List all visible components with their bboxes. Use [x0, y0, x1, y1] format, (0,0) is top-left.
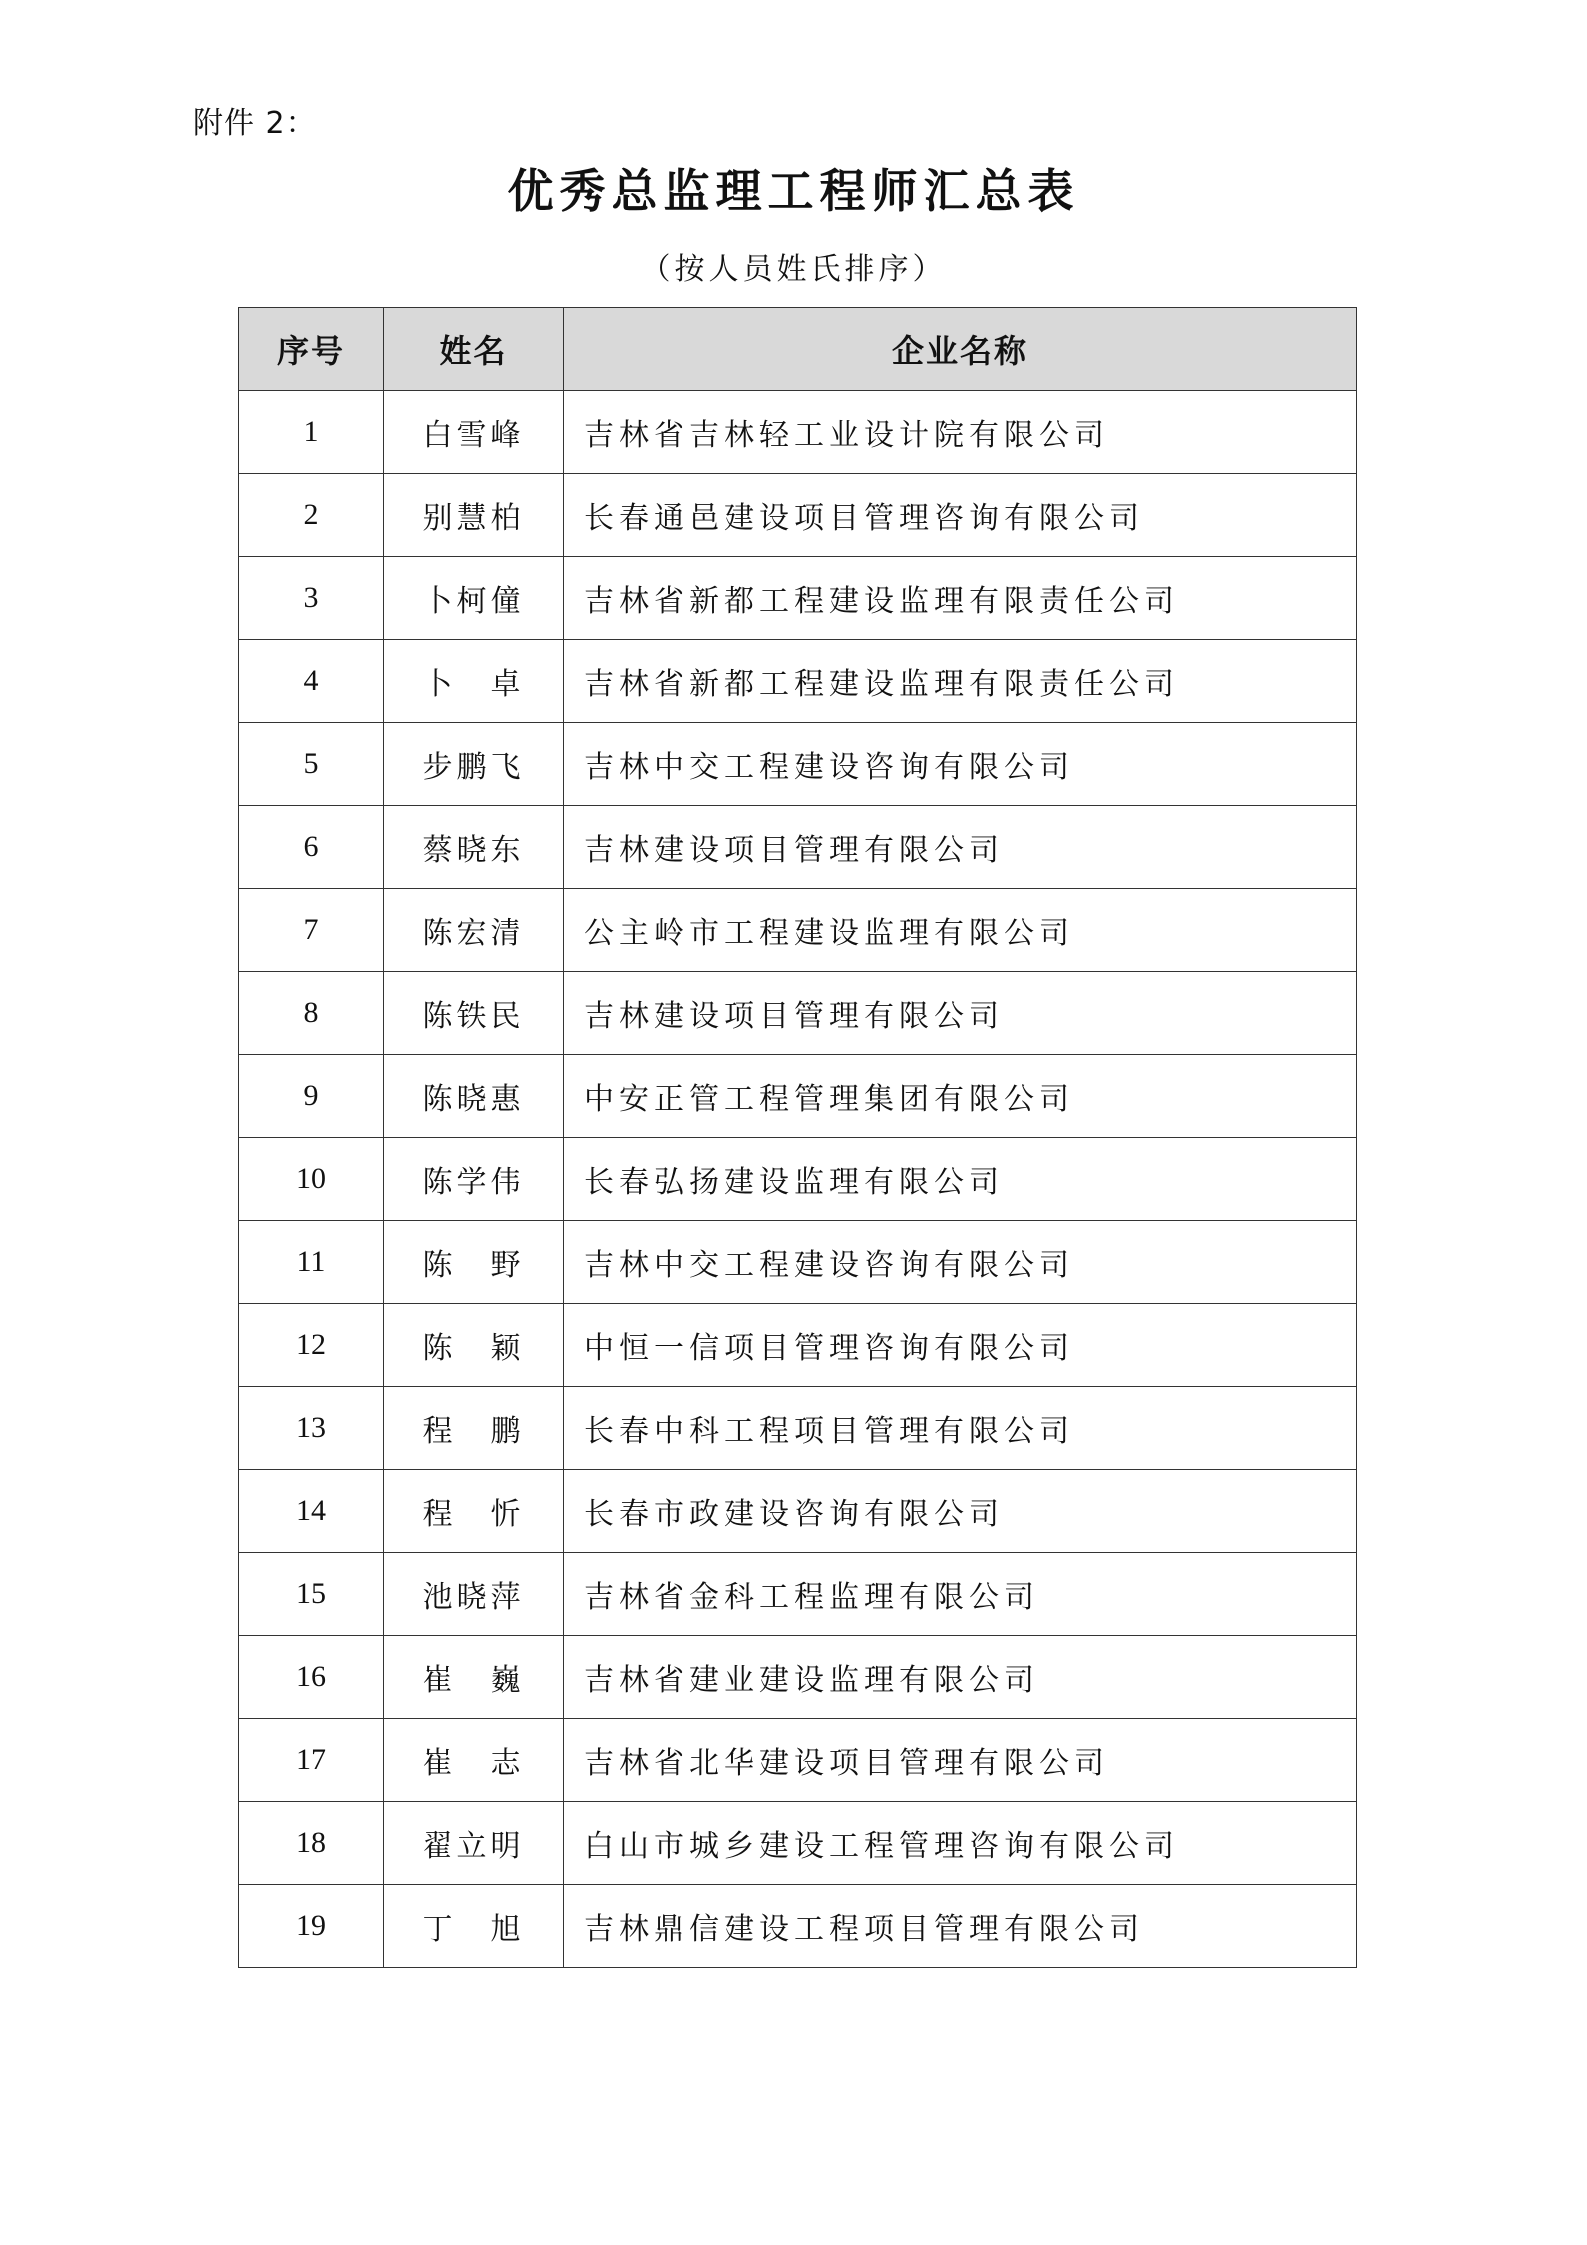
person-name: 陈 颖	[384, 1304, 564, 1387]
person-name: 蔡晓东	[384, 806, 564, 889]
person-name: 陈晓惠	[384, 1055, 564, 1138]
company-name: 吉林中交工程建设咨询有限公司	[564, 723, 1357, 806]
row-index: 13	[239, 1387, 384, 1470]
company-name: 吉林省吉林轻工业设计院有限公司	[564, 391, 1357, 474]
company-name: 中恒一信项目管理咨询有限公司	[564, 1304, 1357, 1387]
person-name: 翟立明	[384, 1802, 564, 1885]
company-name: 长春通邑建设项目管理咨询有限公司	[564, 474, 1357, 557]
row-index: 18	[239, 1802, 384, 1885]
person-name: 卜柯僮	[384, 557, 564, 640]
person-name: 程 鹏	[384, 1387, 564, 1470]
row-index: 19	[239, 1885, 384, 1968]
row-index: 14	[239, 1470, 384, 1553]
header-row	[239, 308, 1357, 391]
company-name: 吉林省新都工程建设监理有限责任公司	[564, 640, 1357, 723]
person-name: 崔 巍	[384, 1636, 564, 1719]
table-header	[239, 308, 1357, 391]
company-name: 吉林建设项目管理有限公司	[564, 972, 1357, 1055]
row-index: 16	[239, 1636, 384, 1719]
row-index: 3	[239, 557, 384, 640]
person-name: 卜 卓	[384, 640, 564, 723]
table-row	[239, 806, 1357, 889]
company-name: 吉林省金科工程监理有限公司	[564, 1553, 1357, 1636]
table-row	[239, 1304, 1357, 1387]
table-body	[239, 391, 1357, 1968]
table-row	[239, 1719, 1357, 1802]
table-row	[239, 1636, 1357, 1719]
table-row	[239, 474, 1357, 557]
table-row	[239, 1221, 1357, 1304]
table-row	[239, 889, 1357, 972]
table-row	[239, 1470, 1357, 1553]
document-title: 优秀总监理工程师汇总表	[507, 164, 1080, 218]
row-index: 10	[239, 1138, 384, 1221]
table-row	[239, 1885, 1357, 1968]
document-subtitle: （按人员姓氏排序）	[640, 252, 947, 287]
table-row	[239, 1802, 1357, 1885]
row-index: 17	[239, 1719, 384, 1802]
company-name: 白山市城乡建设工程管理咨询有限公司	[564, 1802, 1357, 1885]
person-name: 崔 志	[384, 1719, 564, 1802]
person-name: 陈学伟	[384, 1138, 564, 1221]
company-name: 吉林建设项目管理有限公司	[564, 806, 1357, 889]
column-header-index: 序号	[239, 308, 384, 391]
summary-table	[238, 307, 1357, 1968]
row-index: 2	[239, 474, 384, 557]
company-name: 吉林中交工程建设咨询有限公司	[564, 1221, 1357, 1304]
company-name: 长春弘扬建设监理有限公司	[564, 1138, 1357, 1221]
row-index: 8	[239, 972, 384, 1055]
company-name: 吉林省北华建设项目管理有限公司	[564, 1719, 1357, 1802]
person-name: 陈宏清	[384, 889, 564, 972]
row-index: 4	[239, 640, 384, 723]
table-row	[239, 1055, 1357, 1138]
table-row	[239, 972, 1357, 1055]
attachment-label: 附件 2：	[193, 106, 317, 141]
row-index: 15	[239, 1553, 384, 1636]
row-index: 6	[239, 806, 384, 889]
table-row	[239, 640, 1357, 723]
person-name: 步鹏飞	[384, 723, 564, 806]
table-row	[239, 391, 1357, 474]
company-name: 吉林省建业建设监理有限公司	[564, 1636, 1357, 1719]
table-row	[239, 557, 1357, 640]
table-row	[239, 1138, 1357, 1221]
column-header-name: 姓名	[384, 308, 564, 391]
row-index: 12	[239, 1304, 384, 1387]
company-name: 中安正管工程管理集团有限公司	[564, 1055, 1357, 1138]
person-name: 别慧柏	[384, 474, 564, 557]
table-row	[239, 1387, 1357, 1470]
person-name: 陈 野	[384, 1221, 564, 1304]
row-index: 1	[239, 391, 384, 474]
table-row	[239, 723, 1357, 806]
row-index: 11	[239, 1221, 384, 1304]
company-name: 长春中科工程项目管理有限公司	[564, 1387, 1357, 1470]
person-name: 程 忻	[384, 1470, 564, 1553]
row-index: 5	[239, 723, 384, 806]
company-name: 公主岭市工程建设监理有限公司	[564, 889, 1357, 972]
company-name: 吉林省新都工程建设监理有限责任公司	[564, 557, 1357, 640]
person-name: 池晓萍	[384, 1553, 564, 1636]
person-name: 丁 旭	[384, 1885, 564, 1968]
company-name: 吉林鼎信建设工程项目管理有限公司	[564, 1885, 1357, 1968]
table-row	[239, 1553, 1357, 1636]
company-name: 长春市政建设咨询有限公司	[564, 1470, 1357, 1553]
person-name: 陈铁民	[384, 972, 564, 1055]
row-index: 9	[239, 1055, 384, 1138]
row-index: 7	[239, 889, 384, 972]
column-header-company: 企业名称	[564, 308, 1357, 391]
person-name: 白雪峰	[384, 391, 564, 474]
